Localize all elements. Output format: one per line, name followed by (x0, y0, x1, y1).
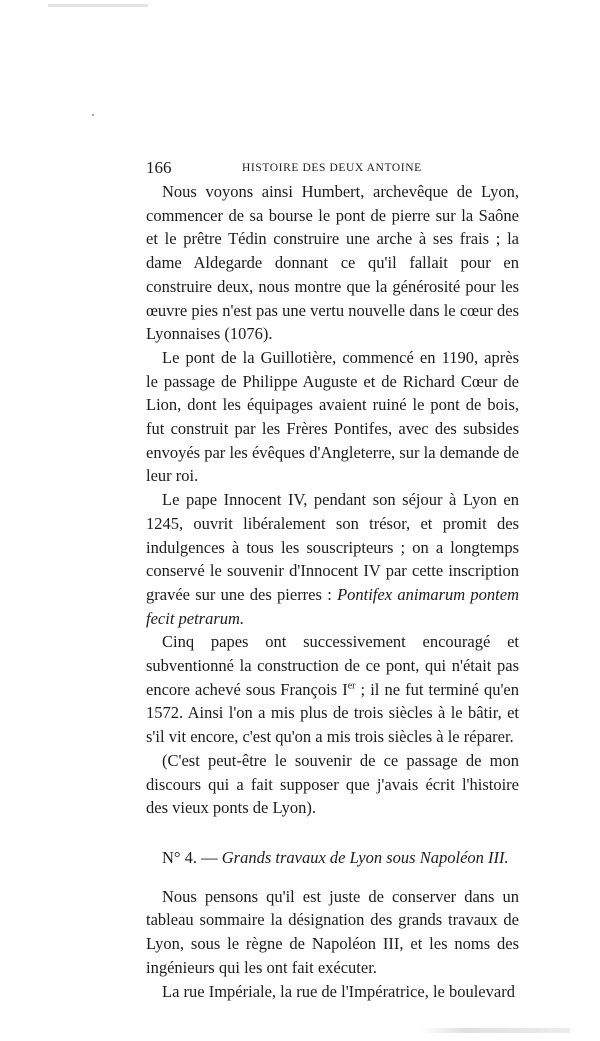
section-title: Grands travaux de Lyon sous Napoléon III. (221, 847, 509, 867)
superscript-er: er (347, 680, 356, 692)
scan-artifact-top (48, 4, 148, 7)
paragraph-innocent (146, 488, 519, 630)
cinq-papes-text-end: ; il ne fut terminé qu'en 1572. Ainsi l'on a mis plus de trois siècles à le bâtir, et s'il vit encore, c'est qu'on a mis trois siècles à le réparer. (146, 679, 519, 747)
scan-artifact-bottom (420, 1028, 570, 1033)
latin-inscription: Pontifex animarum pontem fecit petrarum. (146, 584, 519, 628)
section-heading (146, 846, 519, 870)
running-head (146, 158, 521, 178)
paragraph-tableau: Nous pensons qu'il est juste de conserver dans un tableau sommaire la désignation des grands travaux de Lyon, sous le règne de Napoléon III, et les noms des ingénieurs qui les ont fait exécuter. (146, 886, 519, 977)
section-number: N° 4. — (162, 847, 222, 867)
scan-speck (92, 114, 94, 116)
running-title: HISTOIRE DES DEUX ANTOINE (242, 162, 422, 174)
paragraph-cinq-papes (146, 630, 519, 749)
cinq-papes-text-start: Cinq papes ont successivement encouragé et subventionné la construction de ce pont, qui n'était pas encore achevé sous François I (146, 632, 519, 699)
paragraph-guillotiere: Le pont de la Guillotière, commencé en 1190, après le passage de Philippe Auguste et de Richard Cœur de Lion, dont les équipages avaient ruiné le pont de bois, fut construit par les Frères Pontifes, avec des subsides envoyés par les évêques d'Angleterre, sur la demande de leur roi. (146, 347, 519, 486)
paragraph-aside: (C'est peut-être le souvenir de ce passage de mon discours qui a fait supposer que j'avais écrit l'histoire des vieux ponts de Lyon). (146, 750, 519, 818)
page-number: 166 (146, 158, 172, 177)
body-text (146, 180, 519, 1003)
paragraph-rue-imperiale: La rue Impériale, la rue de l'Impératrice, le boulevard (162, 981, 515, 1001)
innocent-text: Le pape Innocent IV, pendant son séjour à Lyon en 1245, ouvrit libéralement son trésor, et promit des indulgences à tous les souscripteurs ; on a longtemps conservé le souvenir d'Innocent IV par cette inscription gravée sur une des pierres : (146, 490, 519, 604)
paragraph-humbert: Nous voyons ainsi Humbert, archevêque de Lyon, commencer de sa bourse le pont de pierre sur la Saône et le prêtre Tédin construire une arche à ses frais ; la dame Aldegarde donnant ce qu'il fallait pour en construire deux, nous montre que la générosité pour les œuvre pies n'est pas une vertu nouvelle dans le cœur des Lyonnaises (1076). (146, 182, 519, 344)
